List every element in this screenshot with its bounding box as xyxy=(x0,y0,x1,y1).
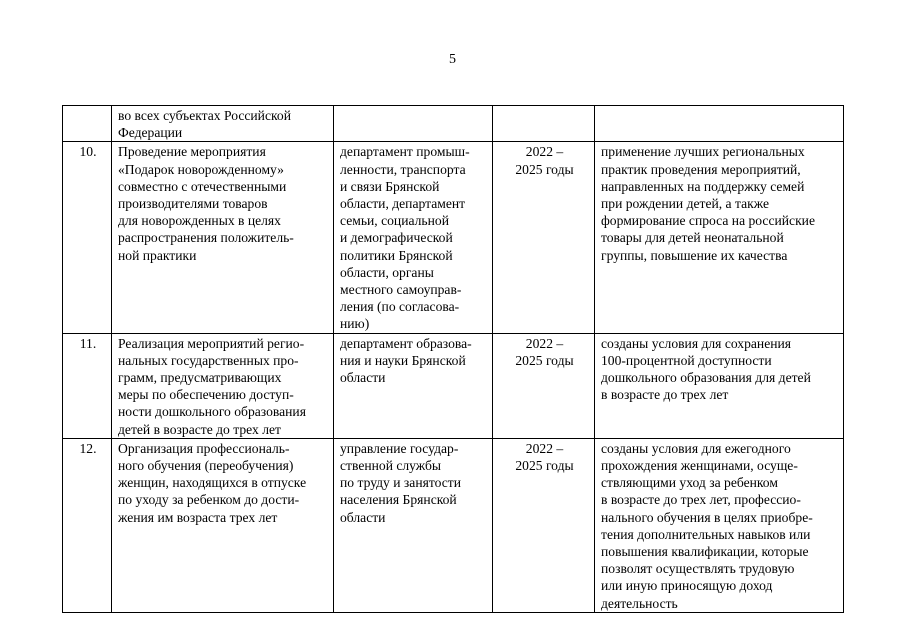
term-line: 2022 – xyxy=(525,144,564,160)
responsible-line: департамент промыш- xyxy=(340,144,470,160)
activity-line: детей в возрасте до трех лет xyxy=(118,421,281,437)
responsible-line: управление государ- xyxy=(340,440,459,456)
responsible-line: области, органы xyxy=(340,264,434,280)
responsible-line: ственной службы xyxy=(340,458,442,474)
responsible-line: местного самоуправ- xyxy=(340,282,462,298)
result-cell xyxy=(595,333,844,438)
activity-line: для новорожденных в целях xyxy=(118,213,281,229)
result-line: формирование спроса на российские xyxy=(601,213,815,229)
row-number-cell xyxy=(63,106,112,142)
activity-cell xyxy=(112,333,334,438)
responsible-line: и демографической xyxy=(340,230,453,246)
term-line: 2022 – xyxy=(525,440,564,456)
term-line: 2025 годы xyxy=(515,458,574,474)
term-line: 2022 – xyxy=(525,335,564,351)
result-cell xyxy=(595,142,844,333)
activity-line: Организация профессиональ- xyxy=(118,440,290,456)
activity-line: Федерации xyxy=(118,125,183,141)
activity-line: Реализация мероприятий регио- xyxy=(118,335,305,351)
result-line: дошкольного образования для детей xyxy=(601,370,811,386)
result-cell xyxy=(595,438,844,612)
result-line: или иную приносящую доход xyxy=(601,578,773,594)
activity-line: меры по обеспечению доступ- xyxy=(118,387,294,403)
activity-cell xyxy=(112,106,334,142)
term-line: 2025 годы xyxy=(515,161,574,177)
row-number: 12. xyxy=(79,440,97,456)
table-row xyxy=(63,333,844,438)
result-line: в возрасте до трех лет, профессио- xyxy=(601,492,801,508)
table-row xyxy=(63,142,844,333)
term-cell xyxy=(493,438,595,612)
responsible-line: ленности, транспорта xyxy=(340,161,466,177)
activity-line: ного обучения (переобучения) xyxy=(118,458,294,474)
result-line: товары для детей неонатальной xyxy=(601,230,784,246)
result-line: нального обучения в целях приобре- xyxy=(601,509,813,525)
result-line: ствляющими уход за ребенком xyxy=(601,475,778,491)
activity-line: совместно с отечественными xyxy=(118,178,287,194)
row-number: 11. xyxy=(79,335,97,351)
responsible-cell xyxy=(334,333,493,438)
activity-cell xyxy=(112,142,334,333)
activity-line: распространения положитель- xyxy=(118,230,294,246)
term-cell xyxy=(493,142,595,333)
responsible-line: политики Брянской xyxy=(340,247,453,263)
term-line: 2025 годы xyxy=(515,352,574,368)
activity-line: грамм, предусматривающих xyxy=(118,370,282,386)
result-line: направленных на поддержку семей xyxy=(601,178,805,194)
responsible-line: области xyxy=(340,509,386,525)
activity-line: Проведение мероприятия xyxy=(118,144,266,160)
responsible-line: по труду и занятости xyxy=(340,475,461,491)
result-line: 100-процентной доступности xyxy=(601,352,772,368)
activity-line: производителями товаров xyxy=(118,196,268,212)
responsible-line: области, департамент xyxy=(340,196,466,212)
responsible-line: населения Брянской xyxy=(340,492,457,508)
activity-line: нальных государственных про- xyxy=(118,352,299,368)
result-line: деятельность xyxy=(601,595,678,611)
responsible-line: ния и науки Брянской xyxy=(340,352,466,368)
page-number: 5 xyxy=(449,52,456,67)
responsible-line: и связи Брянской xyxy=(340,178,440,194)
result-cell xyxy=(595,106,844,142)
responsible-cell xyxy=(334,438,493,612)
activity-line: женщин, находящихся в отпуске xyxy=(118,475,307,491)
result-line: группы, повышение их качества xyxy=(601,247,788,263)
responsible-line: нию) xyxy=(340,316,370,332)
responsible-line: ления (по согласова- xyxy=(340,299,460,315)
activity-line: во всех субъектах Российской xyxy=(118,108,291,123)
responsible-cell xyxy=(334,106,493,142)
responsible-cell xyxy=(334,142,493,333)
result-line: в возрасте до трех лет xyxy=(601,387,729,403)
activity-line: ной практики xyxy=(118,247,197,263)
row-number-cell xyxy=(63,438,112,612)
result-line: прохождения женщинами, осуще- xyxy=(601,458,798,474)
result-line: применение лучших региональных xyxy=(601,144,805,160)
term-cell xyxy=(493,106,595,142)
result-line: тения дополнительных навыков или xyxy=(601,526,811,542)
row-number: 10. xyxy=(79,144,97,160)
activity-line: ности дошкольного образования xyxy=(118,404,306,420)
table-row-continuation xyxy=(63,106,844,142)
table-row xyxy=(63,438,844,612)
row-number-cell xyxy=(63,333,112,438)
result-line: созданы условия для сохранения xyxy=(601,335,792,351)
activity-line: «Подарок новорожденному» xyxy=(118,161,284,177)
activity-line: жения им возраста трех лет xyxy=(118,509,278,525)
result-line: повышения квалификации, которые xyxy=(601,544,809,560)
activity-line: по уходу за ребенком до дости- xyxy=(118,492,300,508)
activity-cell xyxy=(112,438,334,612)
result-line: при рождении детей, а также xyxy=(601,196,769,212)
measures-table xyxy=(62,105,844,613)
term-cell xyxy=(493,333,595,438)
responsible-line: департамент образова- xyxy=(340,335,472,351)
responsible-line: области xyxy=(340,370,386,386)
result-line: созданы условия для ежегодного xyxy=(601,440,791,456)
result-line: практик проведения мероприятий, xyxy=(601,161,801,177)
row-number-cell xyxy=(63,142,112,333)
result-line: позволят осуществлять трудовую xyxy=(601,561,795,577)
responsible-line: семьи, социальной xyxy=(340,213,449,229)
